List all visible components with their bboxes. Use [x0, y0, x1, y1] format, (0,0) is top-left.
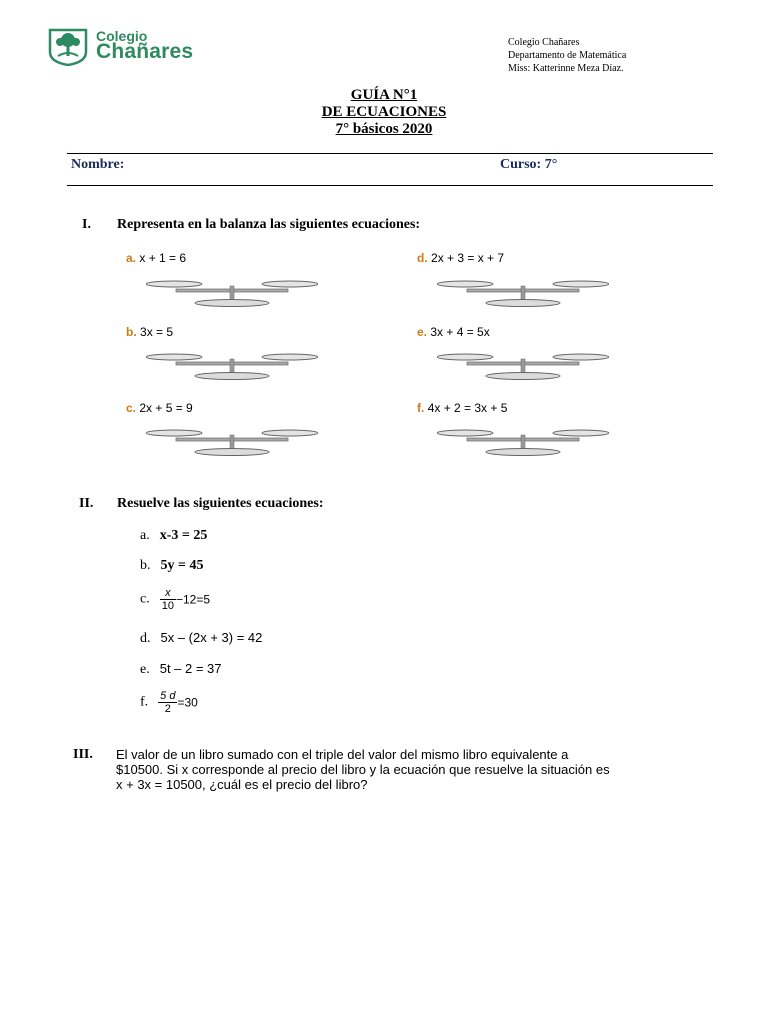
school-info: [508, 36, 626, 75]
item-letter: a.: [126, 251, 137, 265]
section-1-number: I.: [82, 217, 91, 232]
divider-bottom: [67, 185, 713, 186]
balance-scale-icon: [146, 353, 318, 383]
logo-text-top: Colegio: [96, 28, 148, 44]
balance-item-a: [126, 251, 186, 265]
item-equation: x + 1 = 6: [139, 251, 187, 265]
balance-scale-icon: [146, 280, 318, 310]
section-3-number: III.: [73, 747, 93, 762]
item-equation: 5y = 45: [160, 558, 204, 573]
divider-top: [67, 153, 713, 154]
equation-item-c: [140, 587, 210, 612]
title-line-1: GUÍA N°1: [350, 87, 418, 103]
balance-item-c: [126, 401, 193, 415]
name-label: Nombre:: [71, 157, 125, 172]
teacher: Miss: Katterinne Meza Díaz.: [508, 63, 624, 74]
equation-rest: =30: [177, 695, 198, 710]
problem-line: El valor de un libro sumado con el triple del valor del mismo libro equivalente a: [116, 747, 569, 762]
item-equation: 5t – 2 = 37: [159, 661, 222, 676]
tree-icon: [46, 26, 90, 66]
section-2-instruction: Resuelve las siguientes ecuaciones:: [117, 496, 324, 511]
equation-item-e: [140, 660, 222, 678]
fraction-denominator: 2: [164, 703, 171, 715]
item-equation: 3x + 4 = 5x: [430, 325, 490, 339]
fraction: [160, 587, 176, 612]
logo-text-main: Chañares: [96, 40, 194, 63]
section-2-number: II.: [79, 496, 94, 511]
item-letter: c.: [140, 591, 150, 607]
problem-line: $10500. Si x corresponde al precio del libro y la ecuación que resuelve la situación es: [116, 762, 610, 777]
item-letter: d.: [140, 631, 151, 646]
item-letter: c.: [126, 401, 137, 415]
department: Departamento de Matemática: [508, 50, 627, 61]
balance-item-e: [417, 325, 490, 339]
item-equation: x-3 = 25: [159, 528, 208, 543]
title-line-3: 7° básicos 2020: [335, 121, 433, 137]
item-equation: 4x + 2 = 3x + 5: [427, 401, 508, 415]
item-equation: 3x = 5: [140, 325, 174, 339]
equation-item-b: [140, 556, 203, 574]
item-letter: f.: [417, 401, 425, 415]
item-equation: 5x – (2x + 3) = 42: [160, 630, 263, 645]
equation-item-a: [140, 526, 207, 544]
item-letter: f.: [140, 694, 149, 710]
fraction-numerator: 5 d: [160, 690, 176, 702]
section-3-problem: [116, 747, 716, 792]
equation-rest: −12=5: [175, 592, 211, 607]
document-title: [0, 87, 768, 138]
item-letter: b.: [126, 325, 137, 339]
equation-item-d: [140, 629, 262, 647]
problem-line: x + 3x = 10500, ¿cuál es el precio del libro?: [116, 777, 368, 792]
balance-scale-icon: [437, 429, 609, 459]
fraction: [158, 690, 177, 715]
item-equation: 2x + 5 = 9: [139, 401, 193, 415]
title-line-2: DE ECUACIONES: [321, 104, 447, 120]
school-logo: [46, 26, 216, 70]
fraction-numerator: x: [160, 587, 176, 600]
balance-item-d: [417, 251, 504, 265]
balance-scale-icon: [437, 280, 609, 310]
item-equation: 2x + 3 = x + 7: [431, 251, 505, 265]
section-1-instruction: Representa en la balanza las siguientes ecuaciones:: [117, 217, 421, 232]
item-letter: e.: [140, 662, 150, 677]
item-letter: b.: [140, 558, 151, 573]
school-name: Colegio Chañares: [508, 37, 580, 48]
balance-item-b: [126, 325, 173, 339]
balance-item-f: [417, 401, 507, 415]
equation-item-f: [140, 690, 198, 715]
item-letter: a.: [140, 528, 150, 543]
balance-scale-icon: [146, 429, 318, 459]
fraction-denominator: 10: [161, 600, 174, 612]
item-letter: e.: [417, 325, 428, 339]
item-letter: d.: [417, 251, 428, 265]
balance-scale-icon: [437, 353, 609, 383]
curso-label: Curso: 7°: [500, 157, 558, 172]
